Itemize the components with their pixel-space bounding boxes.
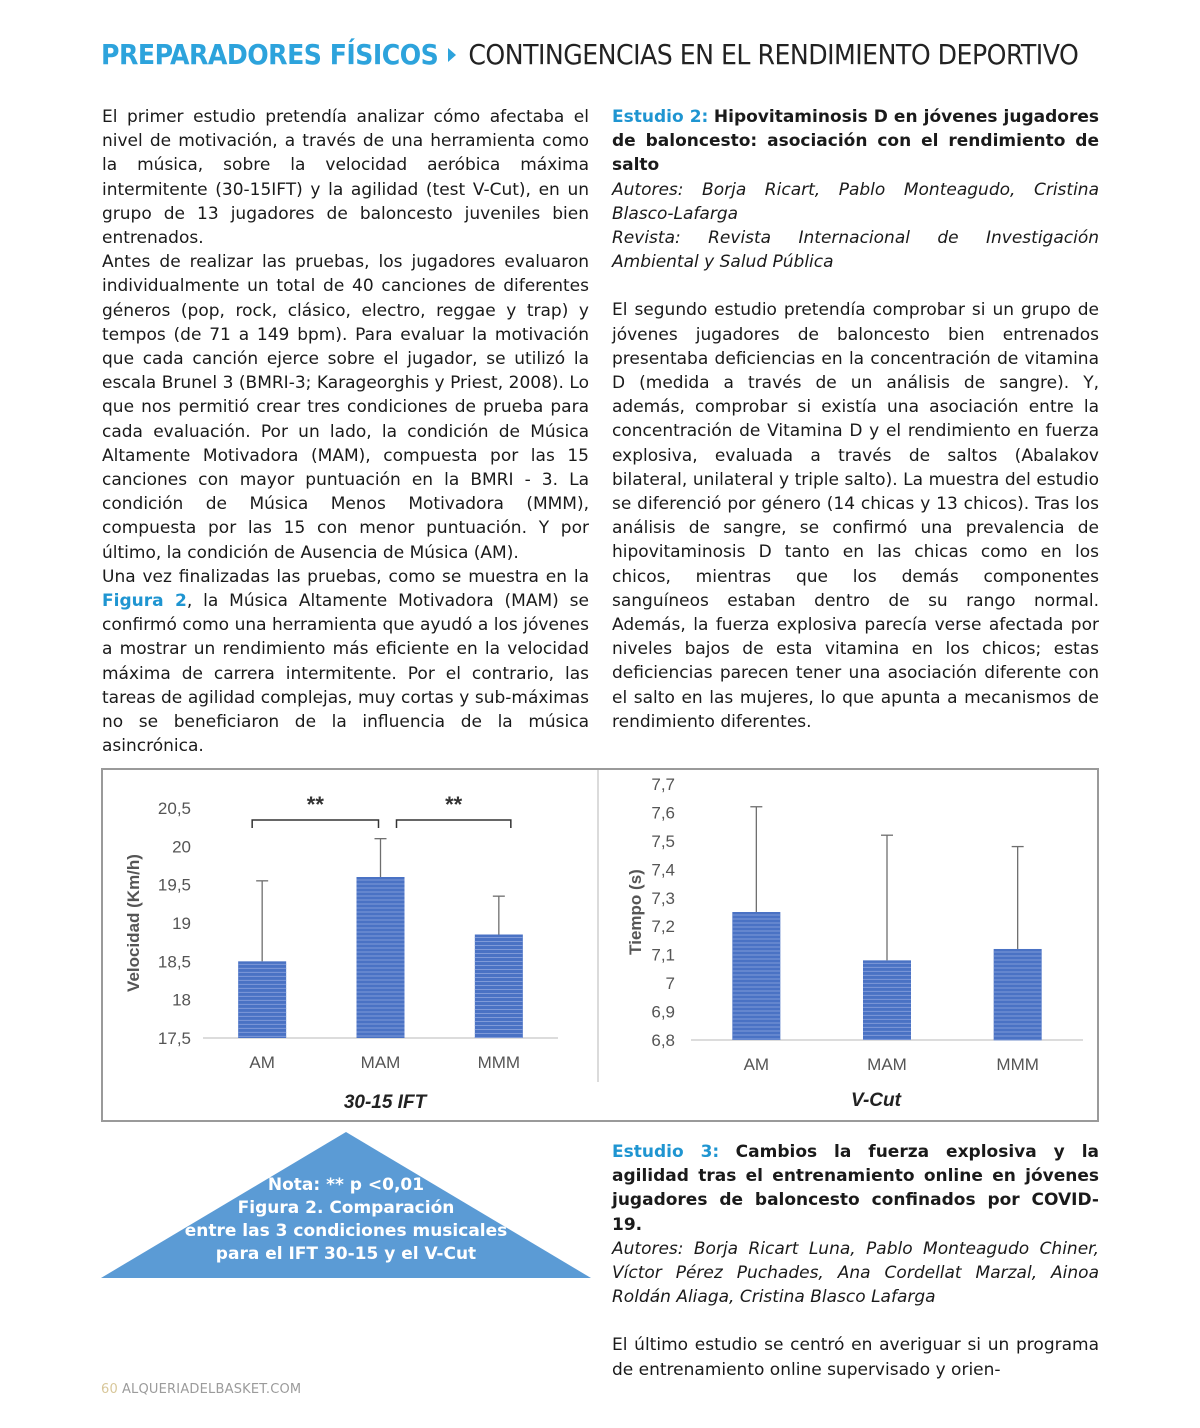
x-tick-label: MAM — [867, 1055, 907, 1074]
left-column — [102, 105, 589, 758]
x-tick-label: MAM — [360, 1053, 401, 1072]
study3-heading — [612, 1140, 1099, 1237]
caret-right-icon — [448, 48, 456, 62]
y-tick-label: 7 — [665, 974, 675, 994]
chart-title: 30-15 IFT — [343, 1092, 427, 1113]
study3-authors: Autores: Borja Ricart Luna, Pablo Monteagudo Chiner, Víctor Pérez Puchades, Ana Cordellat Marzal, Ainoa Roldán Aliaga, Cristina Blasco Lafarga — [612, 1238, 1099, 1308]
study2-heading — [612, 105, 1099, 178]
y-axis-label: Tiempo (s) — [626, 869, 645, 955]
study2-body: El segundo estudio pretendía comprobar si un grupo de jóvenes jugadores de baloncesto bien entrenados presentaba deficiencias en la concentración de vitamina D (medida a través de un análisis de sangre). Y, además, comprobar si existía una asociación entre la concentración de Vitamina D y el rendimiento en fuerza explosiva, evaluada a través de saltos (Abalakov bilateral, unilateral y triple salto). La muestra del estudio se diferenció por género (14 chicas y 13 chicos). Tras los análisis de sangre, se confirmó una prevalencia de hipovitaminosis D tanto en las chicas como en los chicos, mientras que los demás componentes sanguíneos estaban dentro de su rango normal. Además, la fuerza explosiva parecía verse afectada por niveles bajos de esta vitamina en los chicos; estas deficiencias parecen tener una asociación diferente con el salto en las mujeres, lo que apunta a mecanismos de rendimiento diferentes. — [612, 300, 1099, 732]
figure-caption — [101, 1174, 591, 1266]
section-name: PREPARADORES FÍSICOS — [101, 38, 439, 71]
significance-bracket — [252, 820, 378, 828]
right-column-lower — [612, 1140, 1099, 1382]
caption-line: para el IFT 30-15 y el V-Cut — [215, 1244, 477, 1264]
y-tick-label: 19 — [172, 914, 191, 933]
text-span: , la Música Altamente Motivadora (MAM) se confirmó como una herramienta que ayudó a los jóvenes a mostrar un rendimiento más eficiente en la velocidad máxima de carrera intermitente. Por el contrario, las tareas de agilidad complejas, muy cortas y sub-máximas no se beneficiaron de la influencia de la música asincrónica. — [102, 591, 589, 757]
study2-authors: Autores: Borja Ricart, Pablo Monteagudo, Cristina Blasco-Lafarga — [612, 179, 1099, 224]
y-tick-label: 7,2 — [651, 917, 675, 937]
figure-2 — [101, 768, 1099, 1122]
study3-body: El último estudio se centró en averiguar si un programa de entrenamiento online supervisado y orien- — [612, 1335, 1099, 1380]
footer — [101, 1382, 301, 1397]
chart-title: V-Cut — [851, 1090, 901, 1111]
bar-mmm — [994, 949, 1042, 1040]
caption-line: Nota: ** p <0,01 — [267, 1175, 425, 1195]
text-span: Una vez finalizadas las pruebas, como se muestra en la — [102, 566, 589, 587]
y-tick-label: 7,6 — [651, 803, 675, 823]
x-tick-label: AM — [743, 1055, 770, 1074]
y-tick-label: 7,1 — [651, 945, 675, 965]
bar-mam — [863, 960, 911, 1040]
y-tick-label: 17,5 — [157, 1029, 191, 1048]
figure-2-charts — [103, 770, 1097, 1120]
paragraph: El primer estudio pretendía analizar cómo afectaba el nivel de motivación, a través de una herramienta como la música, sobre la velocidad aeróbica máxima intermitente (30-15IFT) y la agilidad (test V-Cut), en un grupo de 13 jugadores de baloncesto juveniles bien entrenados. — [102, 107, 589, 249]
significance-bracket — [397, 820, 511, 828]
study2-label: Estudio 2: — [612, 107, 709, 127]
site-url: ALQUERIADELBASKET.COM — [121, 1382, 302, 1397]
y-tick-label: 6,9 — [651, 1002, 675, 1022]
study2-title: Hipovitaminosis D en jóvenes jugadores de baloncesto: asociación con el rendimiento de salto — [612, 107, 1099, 176]
y-tick-label: 20 — [172, 837, 191, 857]
caption-line: Figura 2. Comparación — [237, 1198, 455, 1218]
bar-mam — [357, 877, 405, 1038]
paragraph: Antes de realizar las pruebas, los jugadores evaluaron individualmente un total de 40 canciones de diferentes géneros (pop, rock, clásico, electro, reggae y trap) y tempos (de 71 a 149 bpm). Para evaluar la motivación que cada canción ejerce sobre el jugador, se utilizó la escala Brunel 3 (BMRI-3; Karageorghis y Priest, 2008). Lo que nos permitió crear tres condiciones de prueba para cada evaluación. Por un lado, la condición de Música Altamente Motivadora (MAM), compuesta por las 15 canciones con mayor puntuación en la BMRI - 3. La condición de Música Menos Motivadora (MMM), compuesta por las 15 con menor puntuación. Y por último, la condición de Ausencia de Música (AM). — [102, 252, 589, 563]
bar-mmm — [475, 935, 523, 1039]
study2-journal: Revista: Revista Internacional de Investigación Ambiental y Salud Pública — [612, 228, 1099, 273]
page-header — [101, 38, 1078, 82]
y-tick-label: 7,5 — [651, 831, 675, 851]
x-tick-label: MMM — [996, 1055, 1039, 1074]
y-tick-label: 20,5 — [157, 799, 191, 818]
y-tick-label: 18 — [172, 990, 191, 1010]
x-tick-label: AM — [249, 1053, 275, 1072]
y-tick-label: 7,4 — [651, 860, 675, 880]
study3-title: Cambios la fuerza explosiva y la agilidad tras el entrenamiento online en jóvenes jugadores de baloncesto confinados por COVID-19. — [612, 1142, 1099, 1235]
paragraph — [102, 565, 589, 759]
right-column — [612, 105, 1099, 734]
page-title: CONTINGENCIAS EN EL RENDIMIENTO DEPORTIVO — [468, 38, 1079, 71]
significance-label: ** — [445, 792, 463, 817]
caption-line: entre las 3 condiciones musicales — [184, 1221, 508, 1241]
y-axis-label: Velocidad (Km/h) — [124, 854, 143, 992]
figure-link[interactable]: Figura 2 — [102, 591, 187, 612]
study3-label: Estudio 3: — [612, 1142, 720, 1162]
y-tick-label: 7,7 — [651, 775, 675, 794]
y-tick-label: 6,8 — [651, 1031, 675, 1050]
page-number: 60 — [101, 1382, 118, 1397]
y-tick-label: 7,3 — [651, 888, 675, 908]
y-tick-label: 19,5 — [157, 875, 191, 895]
x-tick-label: MMM — [477, 1053, 521, 1072]
y-tick-label: 18,5 — [157, 952, 191, 972]
significance-label: ** — [306, 792, 324, 817]
